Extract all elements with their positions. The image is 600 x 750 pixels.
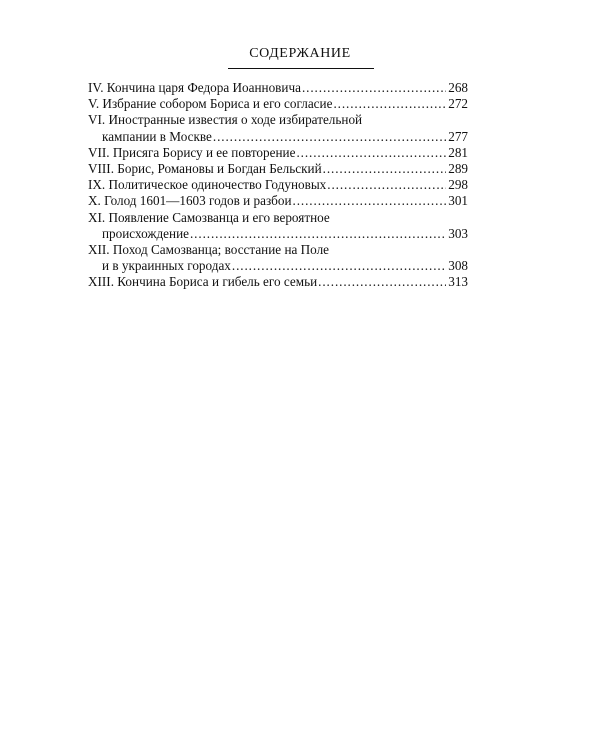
toc-entry-title: XI. Появление Самозванца и его вероятное: [88, 209, 330, 225]
toc-entry-title-continued: происхождение: [102, 225, 189, 241]
toc-page-number: 268: [448, 80, 468, 95]
toc-page-number: 272: [448, 96, 468, 112]
toc-page-number: 277: [448, 128, 468, 144]
toc-entry-ix: [88, 177, 468, 193]
toc-entry-title: VII. Присяга Борису и ее повторение: [88, 144, 296, 160]
dot-leader: [323, 161, 447, 177]
toc-entry-viii: [88, 161, 468, 177]
toc-page-number: 281: [448, 144, 468, 160]
toc-entry-xii: [88, 242, 468, 274]
toc-entry-title: V. Избрание собором Бориса и его согласие: [88, 96, 333, 112]
toc-entry-title: IV. Кончина царя Федора Иоанновича: [88, 80, 301, 95]
toc-page-number: 301: [448, 193, 468, 209]
toc-entry-xiii: [88, 274, 468, 290]
toc-entry-title: IX. Политическое одиночество Годуновых: [88, 177, 327, 193]
table-of-contents: [88, 80, 468, 291]
toc-entry-xi: [88, 210, 468, 242]
toc-entry-title: X. Голод 1601—1603 годов и разбои: [88, 193, 292, 209]
toc-entry-title: VI. Иностранные известия о ходе избирательной: [88, 112, 363, 128]
toc-entry-vii: [88, 145, 468, 161]
toc-page-number: 313: [448, 274, 468, 290]
toc-page-number: 289: [448, 161, 468, 177]
dot-leader: [302, 80, 446, 96]
toc-entry-iv: [88, 80, 468, 96]
page-title: СОДЕРЖАНИЕ: [249, 46, 351, 61]
dot-leader: [333, 96, 446, 112]
toc-entry-title-continued: кампании в Москве: [102, 128, 212, 144]
toc-page-number: 298: [448, 177, 468, 193]
toc-entry-title: VIII. Борис, Романовы и Богдан Бельский: [88, 161, 322, 177]
dot-leader: [296, 145, 446, 161]
toc-page-number: 303: [448, 225, 468, 241]
dot-leader: [318, 274, 446, 290]
dot-leader: [232, 258, 446, 274]
dot-leader: [327, 177, 446, 193]
toc-entry-title: XII. Поход Самозванца; восстание на Поле: [88, 242, 330, 258]
toc-entry-vi: [88, 112, 468, 144]
header-rule: [228, 68, 374, 69]
toc-entry-x: [88, 193, 468, 209]
toc-entry-title: XIII. Кончина Бориса и гибель его семьи: [88, 274, 318, 290]
dot-leader: [190, 226, 446, 242]
toc-entry-v: [88, 96, 468, 112]
dot-leader: [213, 129, 446, 145]
toc-entry-title-continued: и в украинных городах: [102, 258, 231, 274]
page-header: [0, 44, 600, 62]
toc-page-number: 308: [448, 258, 468, 274]
dot-leader: [293, 193, 447, 209]
